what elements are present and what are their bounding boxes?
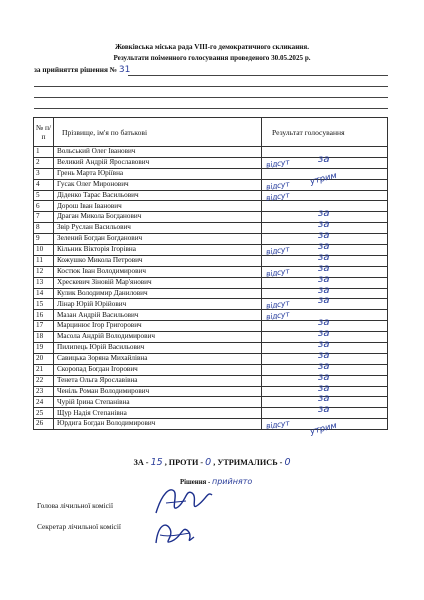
vote-mark: за — [318, 349, 330, 361]
deputy-name: Лінар Юрій Юрійович — [54, 299, 262, 310]
absent-mark: відсут — [265, 298, 290, 312]
ruled-line — [34, 108, 388, 109]
utrym-value: 0 — [284, 457, 291, 468]
row-number: 4 — [34, 179, 54, 190]
deputy-name: Кулик Володимир Данилович — [54, 288, 262, 299]
table-row — [34, 364, 388, 375]
table-row — [34, 310, 388, 321]
row-number: 20 — [34, 353, 54, 364]
ruled-line — [34, 97, 388, 98]
deputy-name: Великий Андрій Ярославович — [54, 157, 262, 168]
utrym-label: , УТРИМАЛИСЬ - — [213, 458, 283, 467]
table-row — [34, 245, 388, 256]
row-number: 10 — [34, 245, 54, 256]
head-label: Голова лічильної комісії — [37, 501, 114, 510]
row-number: 3 — [34, 168, 54, 179]
vote-mark: за — [318, 230, 330, 242]
deputy-name: Дорош Іван Іванович — [54, 201, 262, 212]
deputy-name: Гусак Олег Миронович — [54, 179, 262, 190]
vote-mark: за — [318, 219, 330, 231]
deputy-name: Масола Андрій Володимирович — [54, 332, 262, 343]
vote-cell — [262, 179, 388, 190]
proty-label: , ПРОТИ - — [164, 458, 204, 467]
deputy-name: Ченіль Роман Володимирович — [54, 386, 262, 397]
table-row — [34, 168, 388, 179]
header-name: Прізвище, ім'я по батькові — [54, 118, 262, 147]
table-row — [34, 299, 388, 310]
vote-mark: за — [318, 273, 330, 285]
absent-mark: відсут — [265, 266, 290, 279]
vote-mark: за — [318, 208, 330, 220]
table-row — [34, 288, 388, 299]
decision-line — [34, 65, 130, 75]
row-number: 19 — [34, 343, 54, 354]
deputy-name: Мазан Андрій Васильович — [54, 310, 262, 321]
table-row — [34, 397, 388, 408]
deputy-name: Діденко Тарас Васильович — [54, 190, 262, 201]
row-number: 13 — [34, 277, 54, 288]
vote-mark: утрим — [309, 170, 338, 187]
table-row — [34, 343, 388, 354]
decision-label: за прийняття рішення № — [34, 65, 118, 74]
row-number: 5 — [34, 190, 54, 201]
vote-mark: за — [318, 382, 330, 394]
absent-mark: відсут — [265, 157, 290, 170]
secretary-signature — [150, 515, 200, 549]
row-number: 24 — [34, 397, 54, 408]
head-signature — [152, 483, 216, 519]
vote-mark: за — [318, 262, 330, 274]
table-row — [34, 386, 388, 397]
row-number: 6 — [34, 201, 54, 212]
deputy-name: Савицька Зоряна Михайлівна — [54, 353, 262, 364]
vote-mark: за — [318, 404, 330, 416]
result-value: прийнято — [211, 477, 253, 486]
table-row — [34, 190, 388, 201]
row-number: 22 — [34, 375, 54, 386]
row-number: 23 — [34, 386, 54, 397]
vote-cell — [262, 418, 388, 438]
vote-cell — [262, 295, 388, 312]
deputy-name: Звір Руслан Васильович — [54, 223, 262, 234]
table-row — [34, 408, 388, 419]
absent-mark: відсут — [265, 309, 290, 322]
vote-mark: за — [318, 371, 330, 383]
deputy-name: Тенета Ольга Ярославівна — [54, 375, 262, 386]
header-number: № п/п — [34, 118, 54, 147]
vote-title: Результати поіменного голосування проведеного 30.05.2025 р. — [113, 54, 311, 62]
table-row — [34, 332, 388, 343]
ruled-line — [34, 86, 388, 87]
deputy-name: Пилипець Юрій Васильович — [54, 343, 262, 354]
row-number: 12 — [34, 266, 54, 277]
table-header-row — [34, 118, 388, 147]
secretary-label: Секретар лічильної комісії — [37, 522, 121, 531]
voting-table — [33, 117, 388, 438]
decision-number: 31 — [118, 65, 131, 75]
row-number: 8 — [34, 223, 54, 234]
deputy-name: Скоропад Богдан Ігорович — [54, 364, 262, 375]
za-value: 15 — [150, 457, 163, 468]
vote-mark: за — [318, 339, 330, 351]
table-row — [34, 179, 388, 190]
vote-mark: утрим — [309, 421, 338, 438]
deputy-name: Чурій Ірина Степанівна — [54, 397, 262, 408]
deputy-name: Хрескевич Зіновій Мар'янович — [54, 277, 262, 288]
vote-mark: за — [318, 328, 330, 340]
council-title: Жовківська міська рада VIII-го демократичного скликання. — [115, 43, 309, 51]
table-row — [34, 266, 388, 277]
row-number: 25 — [34, 408, 54, 419]
deputy-name: Кожушко Микола Петрович — [54, 255, 262, 266]
row-number: 7 — [34, 212, 54, 223]
header-result: Результат голосування — [262, 118, 388, 147]
deputy-name: Грень Марта Юріївна — [54, 168, 262, 179]
table-row — [34, 375, 388, 386]
row-number: 17 — [34, 321, 54, 332]
deputy-name: Костюк Іван Володимирович — [54, 266, 262, 277]
deputy-name: Кільник Вікторія Ігорівна — [54, 245, 262, 256]
deputy-name: Юрдига Богдан Володимирович — [54, 419, 262, 430]
result-label: Рішення - — [180, 479, 211, 486]
vote-mark: за — [318, 284, 330, 296]
vote-cell — [262, 190, 388, 201]
vote-mark: за — [318, 251, 330, 263]
vote-cell — [262, 153, 388, 170]
vote-mark: за — [318, 360, 330, 372]
vote-cell — [262, 404, 388, 419]
table-row — [34, 223, 388, 234]
ruled-line — [128, 75, 388, 76]
table-row — [34, 277, 388, 288]
proty-value: 0 — [205, 457, 212, 468]
deputy-name: Зелений Богдан Богданович — [54, 234, 262, 245]
row-number: 21 — [34, 364, 54, 375]
table-row — [34, 255, 388, 266]
row-number: 9 — [34, 234, 54, 245]
absent-mark: відсут — [265, 244, 290, 257]
vote-mark: за — [318, 241, 330, 253]
vote-mark: за — [318, 295, 330, 307]
row-number: 1 — [34, 147, 54, 158]
table-row — [34, 147, 388, 158]
absent-mark: відсут — [265, 189, 290, 203]
table-row — [34, 419, 388, 430]
table-row — [34, 234, 388, 245]
vote-mark: за — [318, 153, 330, 165]
row-number: 16 — [34, 310, 54, 321]
za-label: ЗА - — [133, 458, 149, 467]
deputy-name: Марцинює Ігор Григорович — [54, 321, 262, 332]
absent-mark: відсут — [265, 179, 290, 192]
table-row — [34, 353, 388, 364]
vote-totals — [0, 457, 424, 468]
table-row — [34, 157, 388, 168]
row-number: 26 — [34, 419, 54, 430]
deputy-name: Вольський Олег Іванович — [54, 147, 262, 158]
row-number: 18 — [34, 332, 54, 343]
document-header — [0, 42, 424, 64]
vote-mark: за — [318, 393, 330, 405]
deputy-name: Щур Надія Степанівна — [54, 408, 262, 419]
deputy-name: Драган Микола Богданович — [54, 212, 262, 223]
table-row — [34, 321, 388, 332]
absent-mark: відсут — [265, 418, 290, 431]
row-number: 11 — [34, 255, 54, 266]
vote-mark: за — [318, 317, 330, 329]
table-row — [34, 212, 388, 223]
row-number: 2 — [34, 157, 54, 168]
row-number: 14 — [34, 288, 54, 299]
row-number: 15 — [34, 299, 54, 310]
table-row — [34, 201, 388, 212]
